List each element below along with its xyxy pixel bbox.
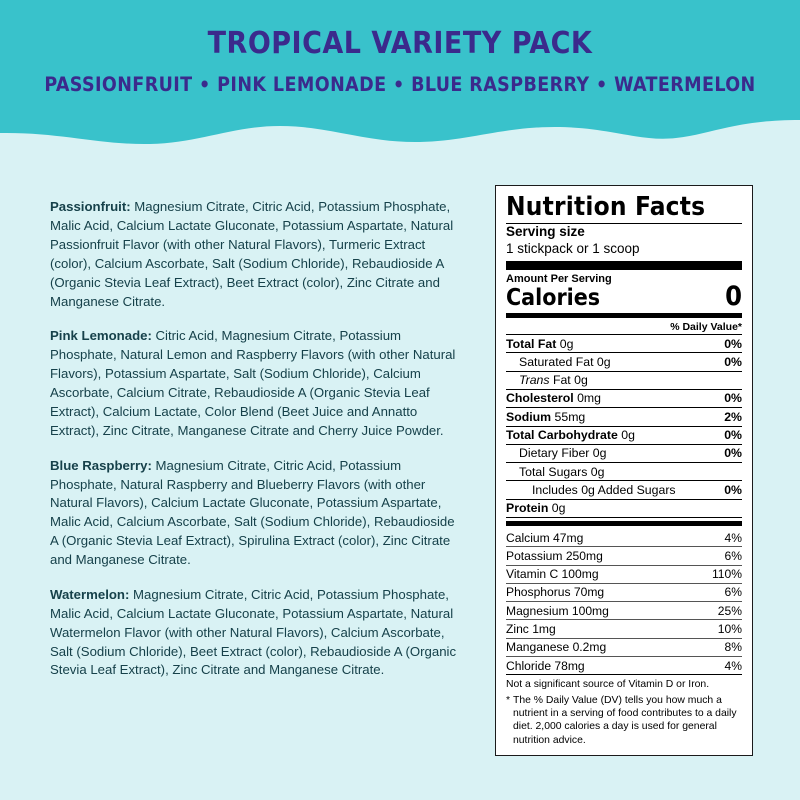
- nutrient-name: [519, 374, 594, 386]
- vitamin-daily-value: 4%: [724, 530, 742, 545]
- nutrient-label: Total Carbohydrate: [506, 428, 618, 443]
- nutrient-name: [519, 466, 610, 478]
- vitamin-row: [506, 547, 742, 564]
- vitamin-row: [506, 639, 742, 656]
- vitamin-row: [506, 584, 742, 601]
- ingredient-block: [50, 327, 460, 440]
- ingredient-block: [50, 586, 460, 680]
- vitamin-daily-value: 110%: [711, 567, 742, 582]
- asterisk-icon: *: [506, 694, 511, 706]
- header-banner: [0, 0, 800, 160]
- ingredient-flavor-label: Watermelon:: [50, 586, 130, 602]
- nutrient-name: [506, 338, 579, 350]
- footnote-daily-value: [506, 694, 742, 747]
- nutrient-row: [506, 427, 742, 444]
- vitamin-name: Vitamin C 100mg: [506, 567, 599, 582]
- divider-thick: [506, 261, 742, 270]
- vitamin-daily-value: 6%: [724, 585, 742, 600]
- nutrient-row: [506, 390, 742, 407]
- calories-value: 0: [725, 281, 742, 313]
- ingredient-list-text: Magnesium Citrate, Citric Acid, Potassium Phosphate, Natural Raspberry and Blueberry Flavors (with other Natural Flavors), Calcium Lactate Gluconate, Potassium Aspartate, Malic Acid, Calcium Ascorbate, Salt (Sodium Chloride), Rebaudioside A (Organic Stevia Leaf Extract), Spirulina Extract (color), Zinc Citrate and Manganese Citrate.: [50, 457, 455, 568]
- nutrient-daily-value: 0%: [724, 482, 742, 497]
- nutrient-row: [506, 463, 742, 480]
- vitamin-rows: [506, 529, 742, 674]
- nutrient-daily-value: 0%: [724, 354, 742, 369]
- vitamin-row: [506, 657, 742, 674]
- nutrient-row: [506, 335, 742, 352]
- nutrient-rows: [506, 335, 742, 518]
- vitamin-daily-value: 8%: [724, 640, 742, 655]
- vitamin-name: Manganese 0.2mg: [506, 640, 607, 655]
- serving-size-label: Serving size: [506, 224, 585, 240]
- nutrient-daily-value: 0%: [724, 391, 742, 406]
- nutrient-amount: 55mg: [551, 409, 586, 424]
- vitamin-name: Zinc 1mg: [506, 622, 556, 637]
- vitamin-name: Potassium 250mg: [506, 548, 603, 563]
- nutrient-row: [506, 353, 742, 370]
- ingredients-column: [50, 185, 460, 680]
- nutrient-label: Trans: [519, 373, 550, 388]
- nutrient-daily-value: 0%: [724, 446, 742, 461]
- nutrient-daily-value: 0%: [724, 336, 742, 351]
- serving-size-value: 1 stickpack or 1 scoop: [506, 241, 640, 257]
- vitamin-daily-value: 4%: [724, 658, 742, 673]
- nutrient-name: [519, 356, 617, 368]
- ingredient-block: [50, 457, 460, 570]
- nutrient-amount: 0g: [589, 446, 607, 461]
- nutrient-amount: 0g: [548, 501, 566, 516]
- ingredient-list-text: Citric Acid, Magnesium Citrate, Potassium Phosphate, Natural Lemon and Raspberry Flavors (with other Natural Flavors), Potassium Aspartate, Salt (Sodium Chloride), Calcium Ascorbate, Calcium Citrate, Rebaudioside A (Organic Stevia Leaf Extract), Calcium Lactate, Color Blend (Beet Juice and Annatto Extract), Zinc Citrate, Manganese Citrate and Cherry Juice Powder.: [50, 328, 456, 438]
- nutrient-name: [532, 484, 682, 496]
- nutrient-row: [506, 500, 742, 517]
- vitamin-daily-value: 10%: [717, 622, 742, 637]
- footnote-daily-value-text: The % Daily Value (DV) tells you how much a nutrient in a serving of food contributes to a daily diet. 2,000 calories a day is used for general nutrition advice.: [513, 694, 737, 746]
- daily-value-header: % Daily Value*: [670, 321, 742, 334]
- ingredient-flavor-label: Pink Lemonade:: [50, 328, 152, 344]
- nutrient-row: [506, 408, 742, 425]
- nutrient-label: Includes 0g Added Sugars: [532, 482, 676, 497]
- nutrient-label: Cholesterol: [506, 391, 574, 406]
- calories-label: Calories: [506, 285, 601, 312]
- nutrient-amount: 0mg: [573, 391, 601, 406]
- nutrition-facts-panel: [495, 185, 753, 756]
- nutrient-name: [506, 392, 607, 404]
- vitamin-name: Phosphorus 70mg: [506, 585, 605, 600]
- nutrient-daily-value: 2%: [724, 409, 742, 424]
- vitamin-name: Magnesium 100mg: [506, 603, 609, 618]
- ingredient-flavor-label: Passionfruit:: [50, 199, 131, 215]
- divider: [506, 517, 742, 518]
- nutrient-name: [506, 429, 641, 441]
- divider-med: [506, 313, 742, 318]
- nutrient-name: [506, 502, 571, 514]
- vitamin-name: Chloride 78mg: [506, 658, 585, 673]
- vitamin-row: [506, 566, 742, 583]
- ingredient-block: [50, 198, 460, 311]
- calories-row: [506, 281, 742, 313]
- vitamin-daily-value: 6%: [724, 548, 742, 563]
- nutrient-row: [506, 445, 742, 462]
- footnote-not-significant: Not a significant source of Vitamin D or Iron.: [506, 679, 710, 691]
- vitamin-daily-value: 25%: [717, 603, 742, 618]
- nutrient-amount: 0g: [587, 464, 605, 479]
- nutrient-daily-value: 0%: [724, 428, 742, 443]
- nutrient-amount: 0g: [593, 354, 611, 369]
- nutrient-label: Total Fat: [506, 336, 557, 351]
- nutrient-label: Protein: [506, 501, 549, 516]
- nutrient-row: [506, 481, 742, 498]
- nutrient-label: Saturated Fat: [519, 354, 594, 369]
- footnotes: [506, 675, 742, 747]
- ingredient-flavor-label: Blue Raspberry:: [50, 457, 152, 473]
- nutrient-label: Dietary Fiber: [519, 446, 590, 461]
- ingredient-list-text: Magnesium Citrate, Citric Acid, Potassium Phosphate, Malic Acid, Calcium Lactate Gluconate, Potassium Aspartate, Natural Watermelon Flavor (with other Natural Flavors), Calcium Ascorbate, Salt (Sodium Chloride), Beet Extract (color), Rebaudioside A (Organic Stevia Leaf Extract), Zinc Citrate and Manganese Citrate.: [50, 586, 457, 678]
- vitamin-row: [506, 529, 742, 546]
- nutrient-amount: Fat 0g: [549, 373, 588, 388]
- amount-per-serving-label: Amount Per Serving: [506, 273, 612, 286]
- nutrient-amount: 0g: [617, 428, 635, 443]
- nutrient-label: Total Sugars: [519, 464, 588, 479]
- vitamin-row: [506, 602, 742, 619]
- vitamin-row: [506, 620, 742, 637]
- nutrient-label: Sodium: [506, 409, 552, 424]
- nutrient-name: [506, 411, 591, 423]
- page-title: TROPICAL VARIETY PACK: [207, 26, 593, 61]
- nutrition-facts-title: Nutrition Facts: [506, 192, 706, 222]
- ingredient-list-text: Magnesium Citrate, Citric Acid, Potassium Phosphate, Malic Acid, Calcium Lactate Gluconate, Potassium Aspartate, Natural Passionfruit Flavor (with other Natural Flavors), Turmeric Extract (color), Calcium Ascorbate, Salt (Sodium Chloride), Rebaudioside A (Organic Stevia Leaf Extract), Beet Extract (color), Zinc Citrate and Manganese Citrate.: [50, 199, 454, 309]
- page-subtitle: PASSIONFRUIT • PINK LEMONADE • BLUE RASPBERRY • WATERMELON: [44, 73, 756, 96]
- nutrient-row: [506, 372, 742, 389]
- nutrient-name: [519, 447, 613, 459]
- nutrient-amount: 0g: [556, 336, 574, 351]
- divider-med: [506, 521, 742, 526]
- vitamin-name: Calcium 47mg: [506, 530, 584, 545]
